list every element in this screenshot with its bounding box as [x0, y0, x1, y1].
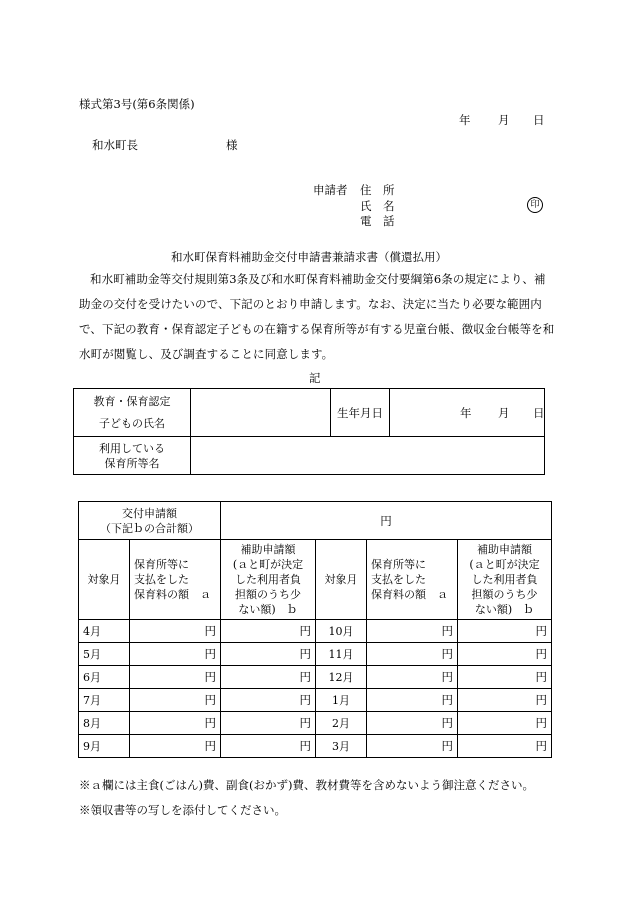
- month-cell: 2月: [316, 712, 367, 735]
- col-subsidy-header: 補助申請額 (ａと町が決定 した利用者負 担額のうち少 ない額) ｂ: [221, 540, 316, 620]
- subsidy-amount-cell[interactable]: 円: [458, 643, 552, 666]
- note-1: ※ａ欄には主食(ごはん)費、副食(おかず)費、教材費等を含めないよう御注意ください。: [79, 778, 534, 792]
- col-month-header: 対象月: [79, 540, 130, 620]
- paid-amount-cell[interactable]: 円: [367, 620, 458, 643]
- paid-amount-cell[interactable]: 円: [130, 620, 221, 643]
- month-cell: 10月: [316, 620, 367, 643]
- total-amount-field[interactable]: 円: [221, 502, 552, 540]
- subsidy-amount-cell[interactable]: 円: [221, 666, 316, 689]
- paid-amount-cell[interactable]: 円: [367, 712, 458, 735]
- note-2: ※領収書等の写しを添付してください。: [79, 803, 286, 817]
- date-day-label: 日: [533, 113, 545, 127]
- subsidy-amount-cell[interactable]: 円: [458, 666, 552, 689]
- addressee-honorific: 様: [226, 138, 238, 152]
- subsidy-amount-cell[interactable]: 円: [458, 689, 552, 712]
- subsidy-amount-cell[interactable]: 円: [221, 689, 316, 712]
- paid-amount-cell[interactable]: 円: [367, 689, 458, 712]
- col-paid-header-2: 保育所等に 支払をした 保育料の額 ａ: [367, 540, 458, 620]
- month-cell: 4月: [79, 620, 130, 643]
- col-paid-header: 保育所等に 支払をした 保育料の額 ａ: [130, 540, 221, 620]
- paid-amount-cell[interactable]: 円: [130, 735, 221, 758]
- subsidy-amount-cell[interactable]: 円: [221, 620, 316, 643]
- form-number: 様式第3号(第6条関係): [79, 97, 195, 111]
- table-row: [79, 712, 552, 735]
- month-cell: 7月: [79, 689, 130, 712]
- seal-icon: 印: [527, 197, 543, 213]
- addressee: 和水町長: [92, 138, 138, 152]
- facility-name-field[interactable]: [191, 437, 545, 475]
- month-cell: 12月: [316, 666, 367, 689]
- month-cell: 1月: [316, 689, 367, 712]
- ki-label: 記: [309, 371, 321, 385]
- body-text: 和水町補助金等交付規則第3条及び和水町保育料補助金交付要綱第6条の規定により、補助金の交付を受けたいので、下記のとおり申請します。なお、決定に当たり必要な範囲内で、下記の教育・保育認定子どもの在籍する保育所等が有する児童台帳、徴収金台帳等を和水町が閲覧し、及び調査することに同意します。: [79, 272, 555, 361]
- paid-amount-cell[interactable]: 円: [130, 643, 221, 666]
- subsidy-amount-cell[interactable]: 円: [458, 735, 552, 758]
- month-cell: 9月: [79, 735, 130, 758]
- date-year-label: 年: [459, 113, 471, 127]
- table-row: [79, 666, 552, 689]
- total-amount-label: 交付申請額 （下記ｂの合計額）: [79, 502, 221, 540]
- date-month-label: 月: [498, 113, 510, 127]
- applicant-label: 申請者: [313, 183, 348, 197]
- paid-amount-cell[interactable]: 円: [130, 712, 221, 735]
- col-subsidy-header-2: 補助申請額 (ａと町が決定 した利用者負 担額のうち少 ない額) ｂ: [458, 540, 552, 620]
- document-title: 和水町保育料補助金交付申請書兼請求書（償還払用）: [171, 250, 447, 264]
- paid-amount-cell[interactable]: 円: [367, 735, 458, 758]
- table-row: [79, 735, 552, 758]
- child-name-label: 教育・保育認定 子どもの氏名: [74, 389, 191, 437]
- table-row: [79, 689, 552, 712]
- table-row: [79, 620, 552, 643]
- paid-amount-cell[interactable]: 円: [367, 666, 458, 689]
- paid-amount-cell[interactable]: 円: [130, 666, 221, 689]
- month-cell: 3月: [316, 735, 367, 758]
- month-cell: 6月: [79, 666, 130, 689]
- child-name-field[interactable]: [191, 389, 331, 437]
- birthdate-field[interactable]: 年 月 日: [390, 389, 545, 437]
- subsidy-amount-cell[interactable]: 円: [221, 712, 316, 735]
- subsidy-amount-cell[interactable]: 円: [221, 735, 316, 758]
- facility-label: 利用している 保育所等名: [74, 437, 191, 475]
- month-cell: 5月: [79, 643, 130, 666]
- subsidy-amount-cell[interactable]: 円: [458, 712, 552, 735]
- paid-amount-cell[interactable]: 円: [367, 643, 458, 666]
- child-info-table: [73, 388, 545, 475]
- subsidy-amount-cell[interactable]: 円: [458, 620, 552, 643]
- col-month-header-2: 対象月: [316, 540, 367, 620]
- subsidy-amount-cell[interactable]: 円: [221, 643, 316, 666]
- month-cell: 11月: [316, 643, 367, 666]
- applicant-phone-label: 電 話: [360, 214, 395, 228]
- paid-amount-cell[interactable]: 円: [130, 689, 221, 712]
- amount-table: [78, 501, 552, 758]
- month-cell: 8月: [79, 712, 130, 735]
- applicant-address-label: 住 所: [360, 183, 395, 197]
- birthdate-label: 生年月日: [331, 389, 390, 437]
- table-row: [79, 643, 552, 666]
- applicant-name-label: 氏 名: [360, 199, 395, 213]
